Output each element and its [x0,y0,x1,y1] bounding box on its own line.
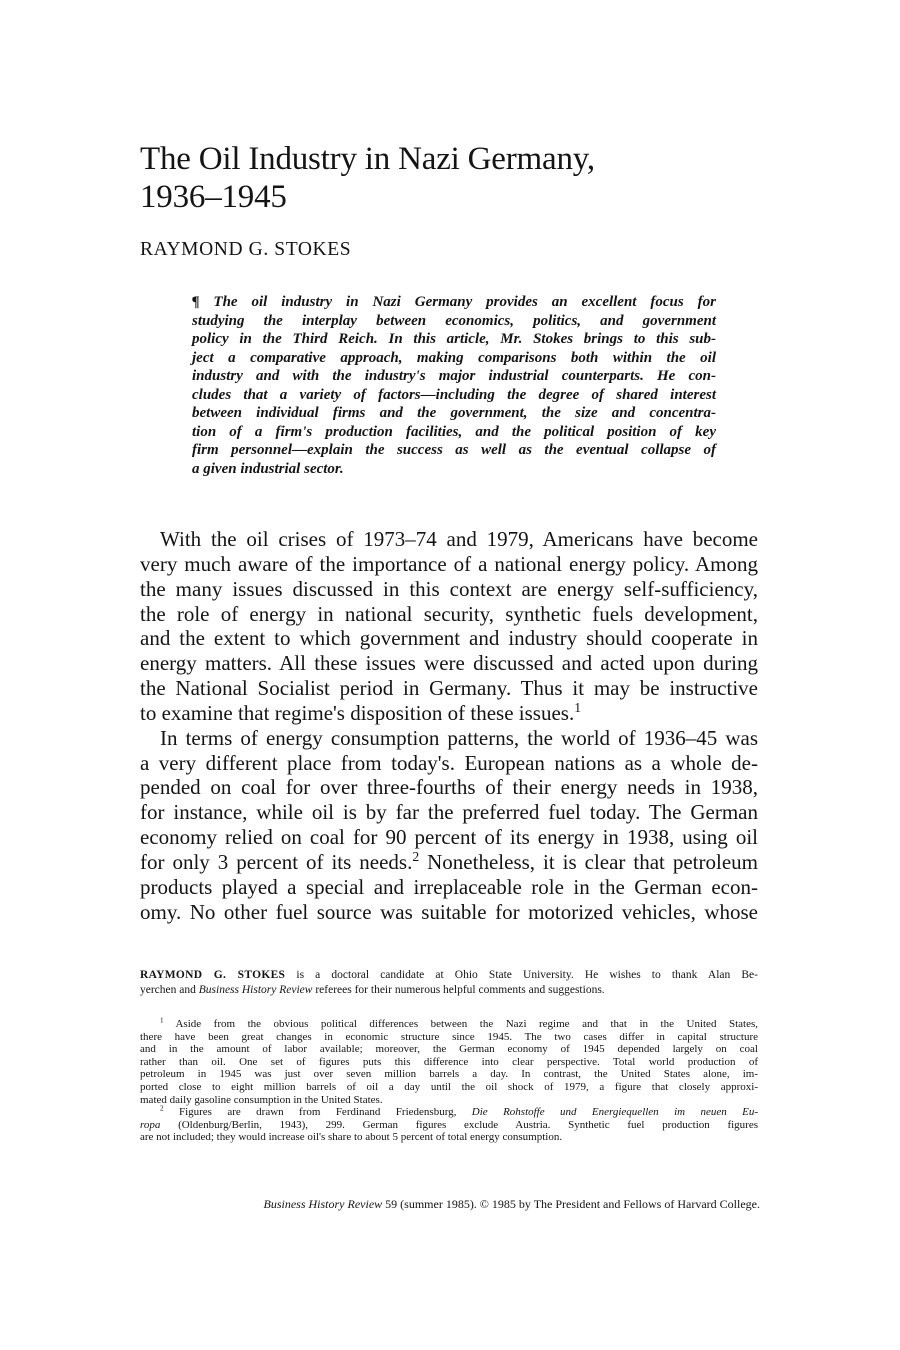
footnote-marker-1: 1 [160,1016,164,1025]
body-line [140,701,758,726]
footnote-line [140,1119,758,1132]
body-line: and the extent to which government and industry should cooperate in [140,626,758,651]
footnote-line: ported close to eight million barrels of oil a day until the oil shock of 1979, a figure that closely approxi- [140,1080,758,1093]
footnote-text: Aside from the obvious political differences between the Nazi regime and that in the United States, [163,1018,758,1030]
body-line: In terms of energy consumption patterns, the world of 1936–45 was [160,725,758,750]
body-line: With the oil crises of 1973–74 and 1979, Americans have become [160,527,758,551]
abstract-line: a given industrial sector. [192,460,344,477]
body-line-text: for only 3 percent of its needs. [140,849,413,874]
journal-citation [155,1197,760,1212]
abstract-line: ¶ The oil industry in Nazi Germany provides an excellent focus for [192,294,716,310]
abstract-line: ject a comparative approach, making comparisons both within the oil [192,349,716,366]
author-note-text: is a doctoral candidate at Ohio State University. He wishes to thank Alan Be- [285,969,758,981]
journal-name: Business History Review [198,984,313,996]
body-line: the role of energy in national security, synthetic fuels development, [140,601,758,626]
abstract [192,293,716,478]
body-line: products played a special and irreplaceable role in the German econ- [140,874,758,899]
body-line-text: to examine that regime's disposition of these issues. [140,700,575,725]
abstract-line: between individual firms and the government, the size and concentra- [192,405,716,422]
footnotes [140,1018,758,1144]
author-note [140,968,758,998]
footnote-marker-2: 2 [160,1104,164,1113]
body-text [140,527,758,925]
body-line: for instance, while oil is by far the preferred fuel today. The German [140,800,758,825]
abstract-line: studying the interplay between economics, politics, and government [192,312,716,329]
body-line: very much aware of the importance of a national energy policy. Among [140,551,758,576]
cited-title: Die Rohstoffe und Energiequellen im neuen Eu- [471,1106,758,1119]
footnote-line: are not included; they would increase oil's share to about 5 percent of total energy consumption. [140,1131,563,1144]
body-line: the many issues discussed in this context are energy self-sufficiency, [140,576,758,601]
footnote-text: (Oldenburg/Berlin, 1943), 299. German figures exclude Austria. Synthetic fuel production figures [160,1118,758,1131]
cited-title: ropa [140,1118,161,1131]
article-author: RAYMOND G. STOKES [140,239,352,260]
author-note-name: RAYMOND G. STOKES [140,969,286,981]
footnote-line: there have been great changes in economic structure since 1945. The two cases differ in capital structure [140,1030,758,1043]
abstract-line: industry and with the industry's major industrial counterparts. He con- [192,368,716,385]
abstract-line: tion of a firm's production facilities, and the political position of key [192,423,716,440]
title-line-1: The Oil Industry in Nazi Germany, [140,141,595,177]
body-line: pended on coal for over three-fourths of their energy needs in 1938, [140,775,758,800]
body-line: omy. No other fuel source was suitable for motorized vehicles, whose [140,899,758,924]
footnote-line: petroleum in 1945 was just over seven million barrels a day. In contrast, the United States alone, im- [140,1068,758,1081]
footnote-line: rather than oil. One set of figures puts this difference into clear perspective. Total world production of [140,1055,758,1068]
journal-citation-text: 59 (summer 1985). © 1985 by The President and Fellows of Harvard College. [382,1197,760,1211]
body-line: economy relied on coal for 90 percent of its energy in 1938, using oil [140,825,758,850]
footnote-ref-2[interactable]: 2 [412,848,420,864]
footnote-line [140,1018,758,1031]
footnote-line: mated daily gasoline consumption in the United States. [140,1093,383,1106]
author-note-text: yerchen and [140,984,199,996]
footnote-line: and in the amount of labor available; moreover, the German economy of 1945 depended largely on coal [140,1043,758,1056]
body-line-text: Nonetheless, it is clear that petroleum [419,849,758,874]
author-note-text: referees for their numerous helpful comments and suggestions. [312,984,605,996]
footnote-ref-1[interactable]: 1 [574,699,582,715]
footnote-text: Figures are drawn from Ferdinand Friedensburg, [163,1106,472,1119]
journal-name: Business History Review [263,1197,383,1211]
footnote-line [140,1106,758,1119]
abstract-line: cludes that a variety of factors—including the degree of shared interest [192,386,716,403]
author-note-line [140,968,758,983]
author-note-line [140,983,758,998]
abstract-line: policy in the Third Reich. In this article, Mr. Stokes brings to this sub- [192,331,716,348]
abstract-line: firm personnel—explain the success as well as the eventual collapse of [192,442,716,459]
article-title [140,140,780,216]
body-line: energy matters. All these issues were discussed and acted upon during [140,651,758,676]
body-line: the National Socialist period in Germany. Thus it may be instructive [140,676,758,701]
body-line: a very different place from today's. European nations as a whole de- [140,750,758,775]
body-line [140,850,758,875]
title-line-2: 1936–1945 [140,179,287,215]
